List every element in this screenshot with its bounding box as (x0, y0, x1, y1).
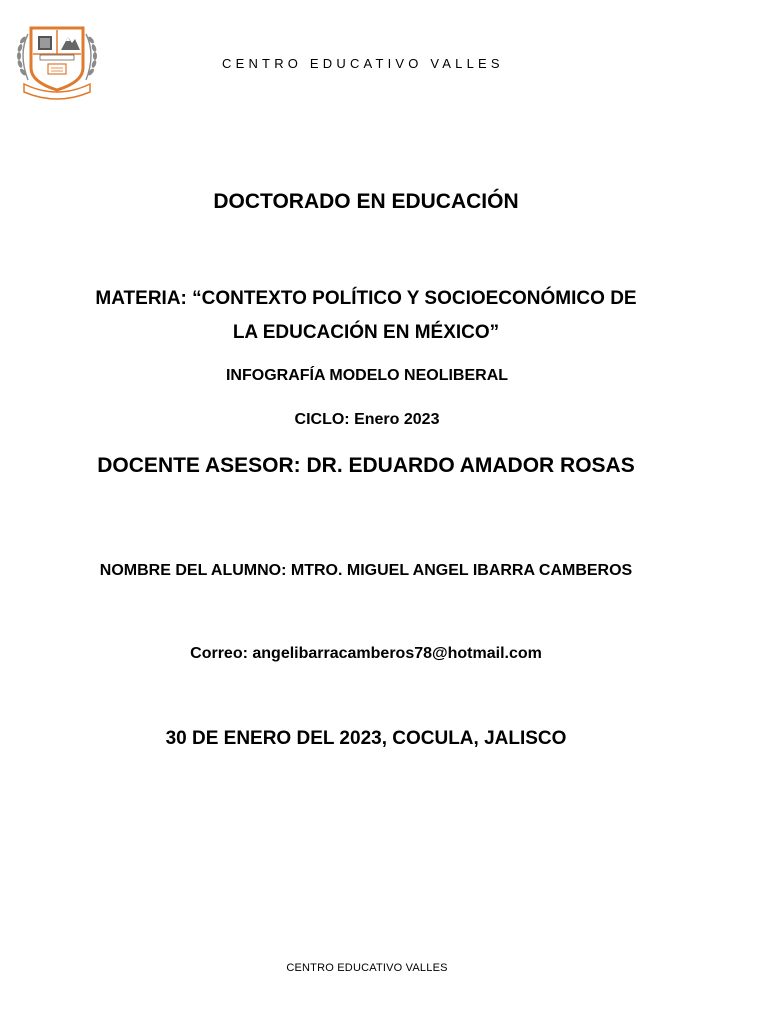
subject-line-1: MATERIA: “CONTEXTO POLÍTICO Y SOCIOECONÓMICO DE (95, 288, 637, 309)
assignment-title: INFOGRAFÍA MODELO NEOLIBERAL (225, 367, 509, 384)
institution-name: CENTRO EDUCATIVO VALLES (222, 56, 504, 71)
subject-line-2: LA EDUCACIÓN EN MÉXICO” (232, 322, 500, 343)
cycle-label: CICLO: Enero 2023 (294, 411, 440, 428)
student-email: Correo: angelibarracamberos78@hotmail.com (190, 645, 542, 662)
degree-title: DOCTORADO EN EDUCACIÓN (213, 190, 519, 213)
advisor-label: DOCENTE ASESOR: DR. EDUARDO AMADOR ROSAS (97, 454, 635, 477)
subject-title (0, 282, 750, 350)
footer-institution: CENTRO EDUCATIVO VALLES (286, 962, 448, 974)
school-crest-icon (14, 24, 100, 100)
student-name: NOMBRE DEL ALUMNO: MTRO. MIGUEL ANGEL IBARRA CAMBEROS (99, 562, 633, 579)
date-place: 30 DE ENERO DEL 2023, COCULA, JALISCO (165, 728, 567, 749)
